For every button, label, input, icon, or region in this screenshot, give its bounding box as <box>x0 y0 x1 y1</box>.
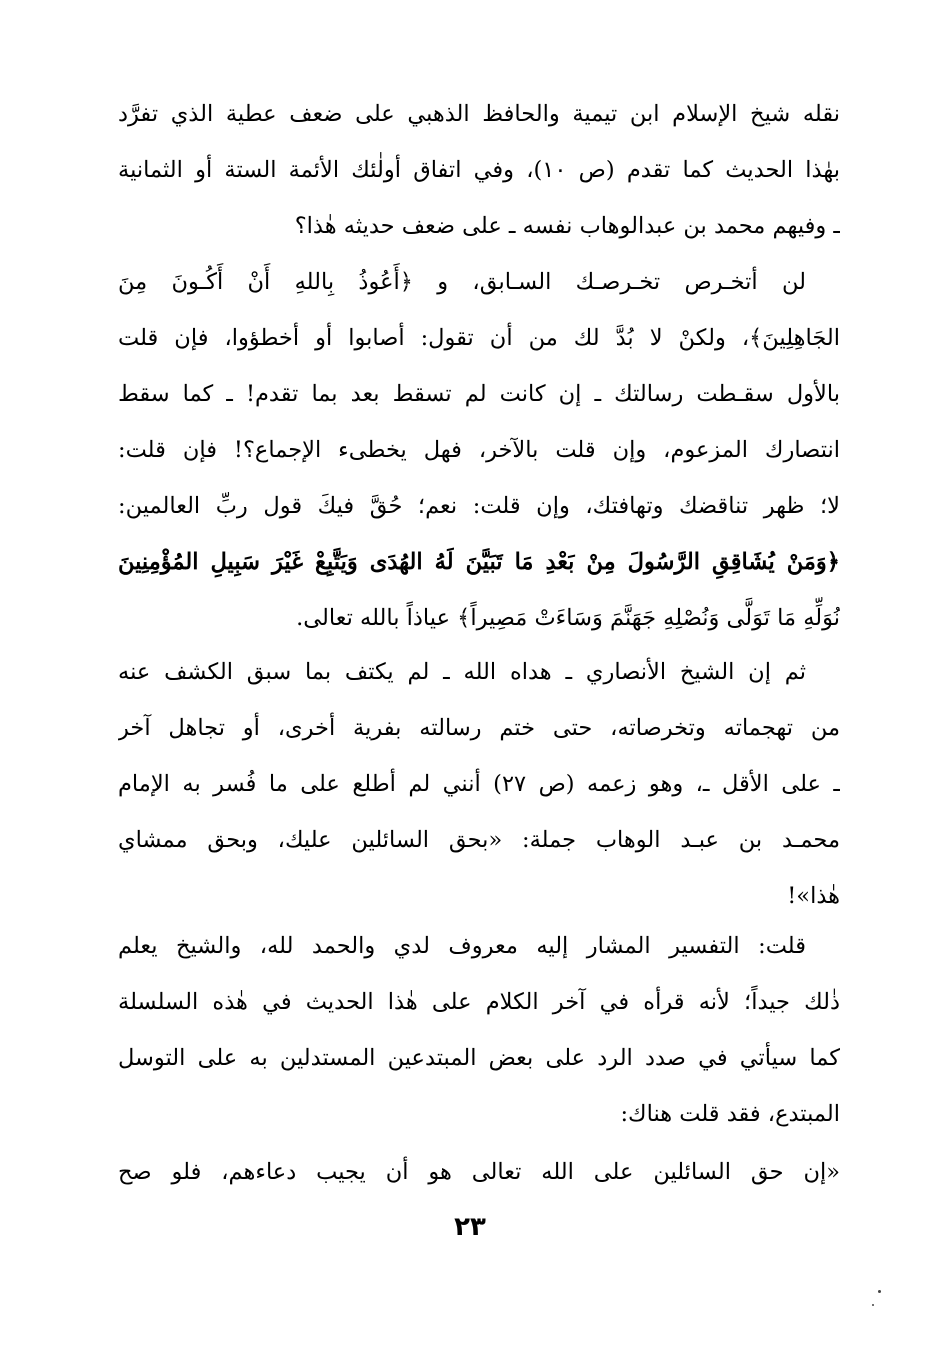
text-line: الجَاهِلِينَ﴾، ولكنْ لا بُدَّ لك من أن تقول: أصابوا أو أخطؤوا، فإن قلت <box>118 325 840 351</box>
scan-speck <box>878 1290 881 1293</box>
page-number: ٢٣ <box>454 1212 486 1242</box>
scan-speck <box>872 1304 874 1306</box>
text-line: نقله شيخ الإسلام ابن تيمية والحافظ الذهبي على ضعف عطية الذي تفرَّد <box>118 101 840 127</box>
paragraph-2 <box>118 254 840 646</box>
text-line: «إن حق السائلين على الله تعالى هو أن يجيب دعاءهم، فلو صح <box>118 1159 840 1185</box>
text-line: لن أتخـرص تخـرصـك السـابق، و ﴿أَعُوذُ بِاللهِ أَنْ أَكُـونَ مِنَ <box>118 269 806 295</box>
text-line: من تهجماته وتخرصاته، حتى ختم رسالته بفرية أخرى، أو تجاهل آخر <box>118 715 840 741</box>
paragraph-5 <box>118 1144 840 1200</box>
text-line: ـ على الأقل ـ، وهو زعمه (ص ٢٧) أنني لم أطلع على ما فُسر به الإمام <box>118 771 840 797</box>
text-line: محمـد بن عبـد الوهاب جملة: «بحق السائلين عليك، وبحق ممشاي <box>118 827 840 853</box>
text-line: ثم إن الشيخ الأنصاري ـ هداه الله ـ لم يكتف بما سبق الكشف عنه <box>118 659 806 685</box>
text-line: المبتدع، فقد قلت هناك: <box>620 1101 840 1127</box>
paragraph-1 <box>118 86 840 254</box>
text-line: لا؛ ظهر تناقضك وتهافتك، وإن قلت: نعم؛ حُقَّ فيكَ قول ربِّ العالمين: <box>118 493 840 519</box>
text-line: انتصارك المزعوم، وإن قلت بالآخر، فهل يخطىء الإجماع؟! فإن قلت: <box>118 437 840 463</box>
text-line: كما سيأتي في صدد الرد على بعض المبتدعين المستدلين به على التوسل <box>118 1045 840 1071</box>
text-line: ذٰلك جيداً؛ لأنه قرأه في آخر الكلام على هٰذا الحديث في هٰذه السلسلة <box>118 989 840 1015</box>
text-line: هٰذا»! <box>787 883 840 909</box>
text-line: بهٰذا الحديث كما تقدم (ص ١٠)، وفي اتفاق أولٰئك الأئمة الستة أو الثمانية <box>118 157 840 183</box>
text-line: نُوَلِّهِ مَا تَوَلَّى وَنُصْلِهِ جَهَنَّمَ وَسَاءَتْ مَصِيراً﴾ عياذاً بالله تعالى. <box>296 605 840 631</box>
text-line: ـ وفيهم محمد بن عبدالوهاب نفسه ـ على ضعف حديثه هٰذا؟ <box>294 213 840 239</box>
text-line: قلت: التفسير المشار إليه معروف لدي والحمد لله، والشيخ يعلم <box>118 933 806 959</box>
text-line: بالأول سقـطت رسالتك ـ إن كانت لم تسقط بعد بما تقدم! ـ كما سقط <box>118 381 840 407</box>
quran-verse-line: ﴿وَمَنْ يُشَاقِقِ الرَّسُولَ مِنْ بَعْدِ مَا تَبَيَّنَ لَهُ الهُدَى وَيَتَّبِعْ غَيْرَ سَبِيلِ المُؤْمِنِينَ <box>118 549 840 575</box>
paragraph-3 <box>118 644 840 924</box>
paragraph-4 <box>118 918 840 1142</box>
